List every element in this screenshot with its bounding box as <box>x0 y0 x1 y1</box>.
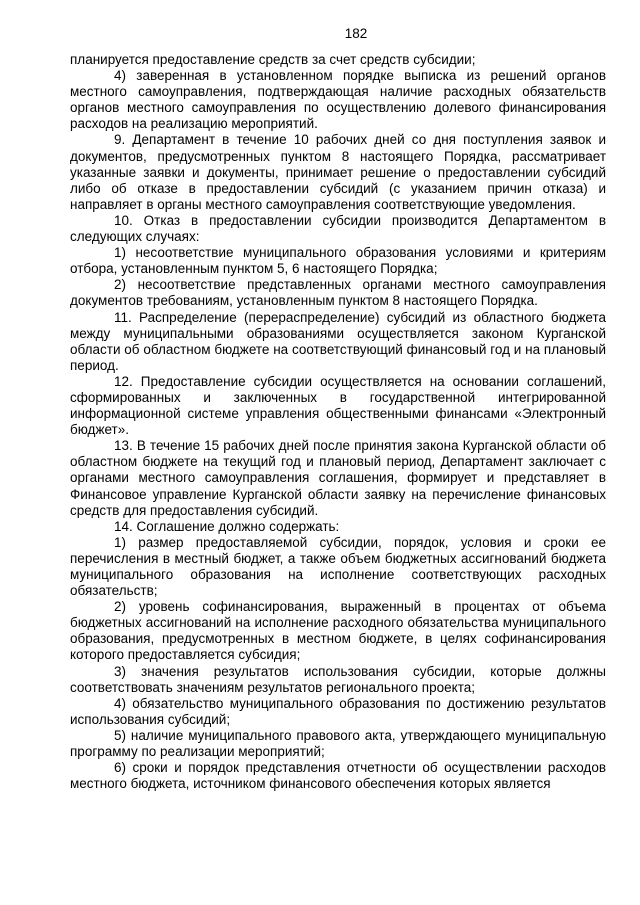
paragraph-14-item-1: 1) размер предоставляемой субсидии, порядок, условия и сроки ее перечисления в местный бюджет, а также объем бюджетных ассигнований бюджета муниципального образования на исполнение соответствующих расходных обязательств; <box>70 534 606 599</box>
paragraph-14: 14. Соглашение должно содержать: <box>114 518 340 534</box>
paragraph-10-item-2: 2) несоответствие представленных органами местного самоуправления документов требованиям, установленным пунктом 8 настоящего Порядка. <box>70 277 606 309</box>
paragraph-14-item-6: 6) сроки и порядок представления отчетности об осуществлении расходов местного бюджета, источником финансового обеспечения которых является <box>70 760 606 792</box>
paragraph-11: 11. Распределение (перераспределение) субсидий из областного бюджета между муниципальными образованиями осуществляется законом Курганской области об областном бюджете на соответствующий финансовый год и на плановый период. <box>70 309 606 373</box>
paragraph-10: 10. Отказ в предоставлении субсидии производится Департаментом в следующих случаях: <box>70 212 606 245</box>
paragraph-14-item-5: 5) наличие муниципального правового акта, утверждающего муниципальную программу по реализации мероприятий; <box>70 727 606 760</box>
paragraph-item-4-extract: 4) заверенная в установленном порядке выписка из решений органов местного самоуправления, подтверждающая наличие расходных обязательств органов местного самоуправления по осуществлению долевого финансирования расходов на реализацию мероприятий. <box>70 68 606 132</box>
paragraph-14-item-3: 3) значения результатов использования субсидии, которые должны соответствовать значениям результатов регионального проекта; <box>70 663 606 695</box>
paragraph-10-item-1: 1) несоответствие муниципального образования условиями и критериям отбора, установленным пунктом 5, 6 настоящего Порядка; <box>70 245 606 277</box>
paragraph-12: 12. Предоставление субсидии осуществляется на основании соглашений, сформированных и заключенных в государственной интегрированной информационной системе управления общественными финансами «Электронный бюджет». <box>70 373 606 438</box>
paragraph-14-item-2: 2) уровень софинансирования, выраженный в процентах от объема бюджетных ассигнований на исполнение расходного обязательства муниципального образования, предусмотренных в местном бюджете, в целях софинансирования которого предоставляется субсидия; <box>70 599 606 663</box>
page-number: 182 <box>344 26 368 41</box>
paragraph-9: 9. Департамент в течение 10 рабочих дней со дня поступления заявок и документов, предусмотренных пунктом 8 настоящего Порядка, рассматривает указанные заявки и документы, принимает решение о предоставлении субсидий либо об отказе в предоставлении субсидий (с указанием причин отказа) и направляет в органы местного самоуправления соответствующие уведомления. <box>70 132 606 212</box>
paragraph-continuation: планируется предоставление средств за счет средств субсидии; <box>70 52 476 67</box>
paragraph-14-item-4: 4) обязательство муниципального образования по достижению результатов использования субсидий; <box>70 695 606 727</box>
paragraph-13: 13. В течение 15 рабочих дней после принятия закона Курганской области об областном бюджете на текущий год и плановый период, Департамент заключает с органами местного самоуправления соглашения, формирует и представляет в Финансовое управление Курганской области заявку на перечисление финансовых средств для предоставления субсидий. <box>70 438 606 518</box>
